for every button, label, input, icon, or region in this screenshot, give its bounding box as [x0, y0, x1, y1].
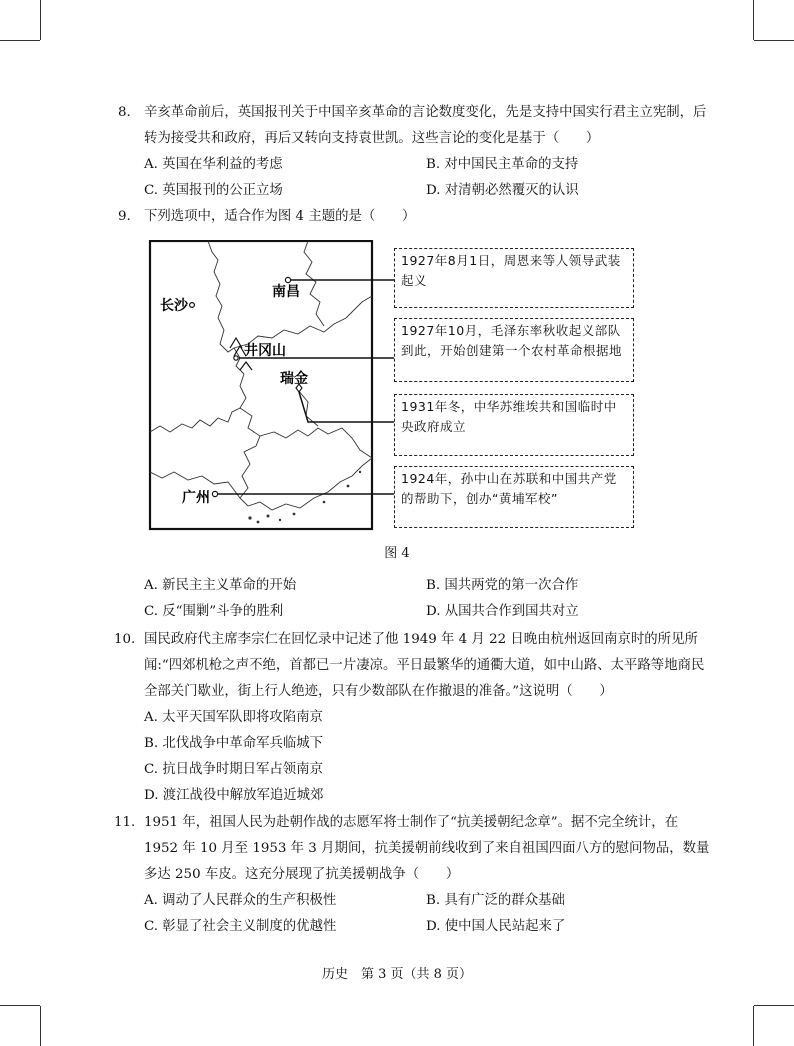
option-d[interactable]: D. 渡江战役中解放军追近城郊: [144, 788, 324, 803]
question-10: [114, 627, 710, 809]
nanchang-marker: [285, 277, 290, 282]
annotation-ruijin: 1931年冬，中华苏维埃共和国临时中央政府成立: [394, 394, 634, 456]
option-a[interactable]: A. 太平天国军队即将攻陷南京: [144, 710, 323, 725]
crop-mark: [0, 40, 40, 41]
jinggangshan-marker: [234, 356, 238, 360]
options: [144, 573, 710, 625]
crop-mark: [40, 0, 41, 40]
page-footer: 历史 第 3 页（共 8 页）: [321, 967, 473, 982]
option-a[interactable]: A. 调动了人民群众的生产积极性: [144, 893, 337, 908]
question-9-options: [118, 573, 710, 625]
option-b[interactable]: B. 对中国民主革命的支持: [426, 157, 579, 172]
guangzhou-label: 广州: [182, 490, 210, 506]
crop-mark: [0, 1005, 40, 1006]
option-d[interactable]: D. 从国共合作到国共对立: [426, 604, 579, 619]
jinggangshan-label: 井冈山: [244, 343, 286, 359]
question-9: [118, 204, 710, 230]
annotation-nanchang: 1927年8月1日，周恩来等人领导武装起义: [394, 248, 634, 308]
question-stem: 下列选项中，适合作为图 4 主题的是（ ）: [144, 209, 416, 224]
option-c[interactable]: C. 抗日战争时期日军占领南京: [144, 762, 323, 777]
options: [144, 152, 710, 204]
crop-mark: [754, 1005, 794, 1006]
option-c[interactable]: C. 反“围剿”斗争的胜利: [144, 604, 284, 619]
changsha-marker: [190, 303, 195, 308]
map-frame: [150, 241, 372, 529]
question-number: 10.: [114, 632, 136, 647]
option-d[interactable]: D. 使中国人民站起来了: [426, 919, 566, 934]
guangzhou-marker: [212, 491, 217, 496]
option-a[interactable]: A. 英国在华利益的考虑: [144, 157, 283, 172]
option-c[interactable]: C. 英国报刊的公正立场: [144, 183, 283, 198]
figure-caption: 图 4: [384, 546, 410, 561]
option-c[interactable]: C. 彰显了社会主义制度的优越性: [144, 919, 337, 934]
option-b[interactable]: B. 国共两党的第一次合作: [426, 578, 579, 593]
options: [144, 705, 710, 809]
changsha-label: 长沙: [160, 298, 188, 314]
crop-mark: [753, 0, 754, 40]
crop-mark: [753, 1006, 754, 1046]
question-number: 8.: [118, 105, 131, 120]
question-11: [114, 810, 710, 940]
question-stem: 1951 年，祖国人民为赴朝作战的志愿军将士制作了“抗美援朝纪念章”。据不完全统计，在 1952 年 10 月至 1953 年 3 月期间，抗美援朝前线收到了来自祖国四面八方的慰问物品，数量多达 250 车皮。这充分展现了抗美援朝战争（ ）: [144, 815, 710, 882]
crop-mark: [754, 40, 794, 41]
option-b[interactable]: B. 北伐战争中革命军兵临城下: [144, 736, 324, 751]
option-a[interactable]: A. 新民主主义革命的开始: [144, 578, 297, 593]
ruijin-label: 瑞金: [280, 371, 308, 387]
question-8: [118, 100, 710, 204]
question-number: 9.: [118, 209, 131, 224]
option-d[interactable]: D. 对清朝必然覆灭的认识: [426, 183, 579, 198]
annotation-jinggangshan: 1927年10月，毛泽东率秋收起义部队到此，开始创建第一个农村革命根据地: [394, 318, 634, 382]
option-b[interactable]: B. 具有广泛的群众基础: [426, 893, 565, 908]
figure-4: [148, 240, 648, 532]
question-stem: 辛亥革命前后，英国报刊关于中国辛亥革命的言论数度变化，先是支持中国实行君主立宪制，后转为接受共和政府，再后又转向支持袁世凯。这些言论的变化是基于（ ）: [144, 105, 707, 146]
question-stem: 国民政府代主席李宗仁在回忆录中记述了他 1949 年 4 月 22 日晚由杭州返回南京时的所见所闻:“四郊机枪之声不绝，首都已一片凄凉。平日最繁华的通衢大道，如中山路、太平路等地商民全部关门歇业，街上行人绝迹，只有少数部队在作撤退的准备。”这说明（ ）: [144, 632, 705, 699]
crop-mark: [40, 1006, 41, 1046]
question-number: 11.: [114, 815, 136, 830]
options: [144, 888, 710, 940]
annotation-guangzhou: 1924年，孙中山在苏联和中国共产党的帮助下，创办“黄埔军校”: [394, 466, 634, 528]
nanchang-label: 南昌: [272, 284, 300, 300]
